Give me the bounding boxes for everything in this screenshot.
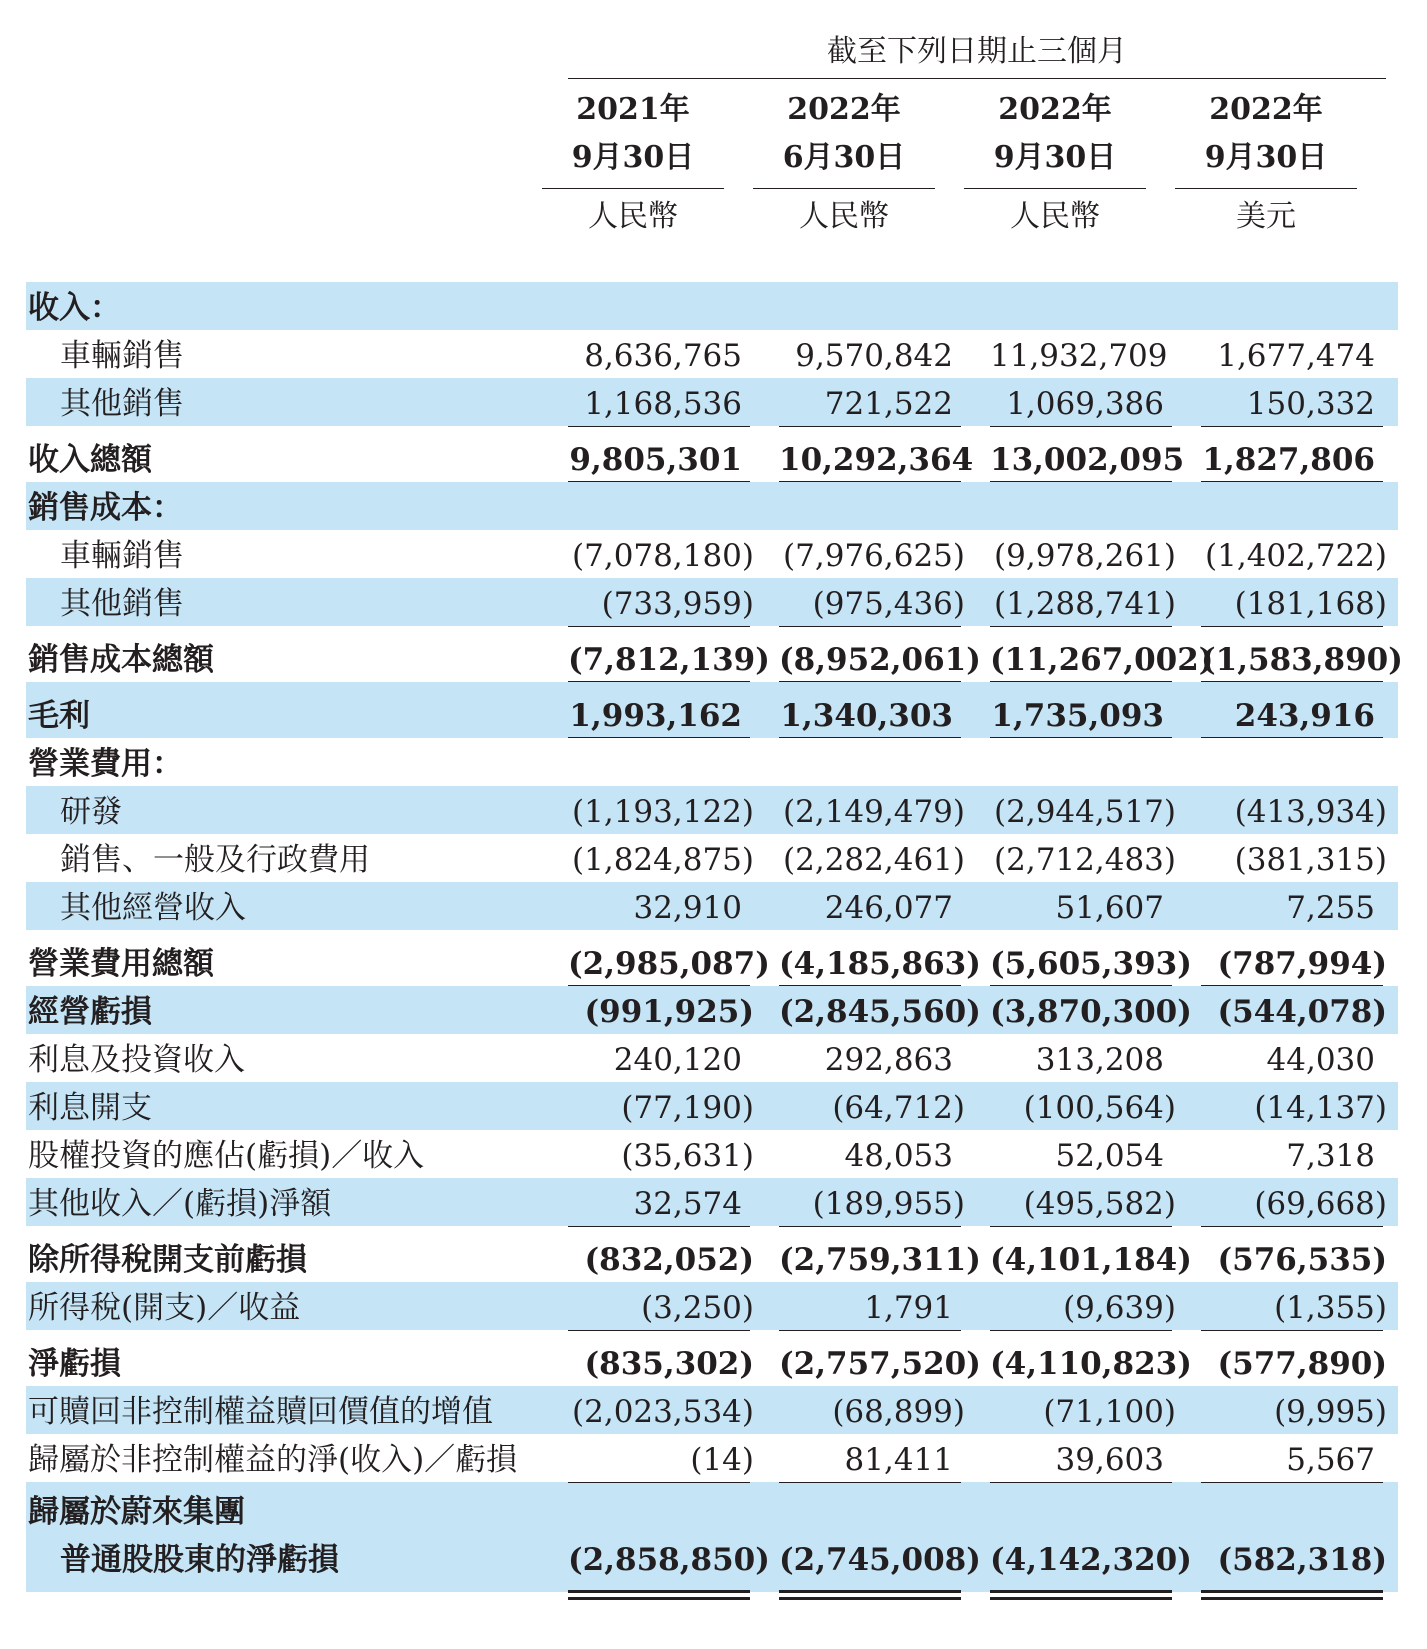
cell-value: 1,993,162: [569, 698, 742, 734]
table-row: [26, 1434, 1398, 1482]
table-row: [26, 786, 1398, 834]
subtotal-rule: [990, 426, 1172, 427]
cell-value: 1,735,093: [991, 698, 1164, 734]
table-row: [26, 834, 1398, 882]
subtotal-rule: [568, 626, 750, 627]
subtotal-rule: [779, 626, 961, 627]
cell-value: 48,053: [844, 1138, 953, 1174]
row-label: 歸屬於非控制權益的淨(收入)／虧損: [28, 1442, 518, 1478]
subtotal-rule: [568, 1482, 750, 1483]
row-label: 其他銷售: [60, 586, 184, 622]
subtotal-rule: [1201, 1330, 1383, 1331]
cell-value: (2,023,534): [572, 1394, 754, 1430]
column-year: 2022年: [787, 92, 901, 127]
row-label: 所得稅(開支)／收益: [28, 1290, 301, 1326]
row-label: 利息開支: [28, 1090, 152, 1126]
cell-value: 52,054: [1055, 1138, 1164, 1174]
double-underline: [779, 1590, 961, 1600]
table-row: [26, 882, 1398, 930]
cell-value: 1,677,474: [1217, 338, 1375, 374]
period-rule: [568, 78, 1386, 79]
column-rule: [964, 188, 1146, 189]
column-currency: 人民幣: [799, 199, 889, 234]
row-label: 車輛銷售: [60, 338, 184, 374]
cell-value: (68,899): [832, 1394, 965, 1430]
column-rule: [1175, 188, 1357, 189]
row-label-line1: 歸屬於蔚來集團: [28, 1494, 245, 1530]
subtotal-rule: [779, 1226, 961, 1227]
subtotal-rule: [1201, 1482, 1383, 1483]
table-row: [26, 1034, 1398, 1082]
column-year: 2022年: [998, 92, 1112, 127]
subtotal-rule: [990, 626, 1172, 627]
column-date: 9月30日: [993, 140, 1117, 175]
cell-value: (69,668): [1254, 1186, 1387, 1222]
cell-value: (4,101,184): [990, 1242, 1192, 1278]
row-label: 毛利: [28, 698, 90, 734]
subtotal-rule: [568, 1226, 750, 1227]
table-row: [26, 1386, 1398, 1434]
cell-value: (2,745,008): [779, 1542, 981, 1578]
cell-value: (2,282,461): [783, 842, 965, 878]
subtotal-rule: [779, 1330, 961, 1331]
cell-value: 13,002,095: [990, 442, 1185, 478]
cell-value: (2,944,517): [994, 794, 1176, 830]
cell-value: (14,137): [1254, 1090, 1387, 1126]
cell-value: 9,805,301: [569, 442, 742, 478]
total-row-operating-loss: [26, 986, 1398, 1034]
cell-value: (7,078,180): [572, 538, 754, 574]
row-label: 淨虧損: [28, 1346, 121, 1382]
total-row-operating-expenses: [26, 930, 1398, 986]
row-label: 銷售成本：: [28, 490, 183, 526]
cell-value: 313,208: [1035, 1042, 1164, 1078]
cell-value: (2,757,520): [779, 1346, 981, 1382]
column-date: 9月30日: [571, 140, 695, 175]
row-label: 其他銷售: [60, 386, 184, 422]
cell-value: 1,827,806: [1202, 442, 1375, 478]
total-row-net-loss: [26, 1330, 1398, 1386]
cell-value: 10,292,364: [779, 442, 974, 478]
column-currency: 人民幣: [1010, 199, 1100, 234]
cell-value: (991,925): [584, 994, 754, 1030]
table-row: [26, 378, 1398, 426]
row-label: 其他收入／(虧損)淨額: [28, 1186, 332, 1222]
table-row: [26, 1082, 1398, 1130]
cell-value: (975,436): [812, 586, 965, 622]
table-row: [26, 1178, 1398, 1226]
column-year: 2021年: [576, 92, 690, 127]
cell-value: (1,193,122): [572, 794, 754, 830]
subtotal-rule: [779, 426, 961, 427]
total-row-net-loss-attributable: [26, 1482, 1398, 1592]
column-header-3: [964, 86, 1146, 241]
cell-value: (413,934): [1234, 794, 1387, 830]
subtotal-rule: [568, 1330, 750, 1331]
cell-value: (9,995): [1274, 1394, 1387, 1430]
double-underline: [990, 1590, 1172, 1600]
cell-value: (8,952,061): [779, 642, 981, 678]
section-header-cost-of-sales: [26, 482, 1398, 530]
row-label: 收入總額: [28, 442, 152, 478]
table-row: [26, 530, 1398, 578]
table-row: [26, 330, 1398, 378]
cell-value: (2,149,479): [783, 794, 965, 830]
cell-value: 292,863: [824, 1042, 953, 1078]
subtotal-rule: [990, 1482, 1172, 1483]
total-row-revenue: [26, 426, 1398, 482]
cell-value: (381,315): [1234, 842, 1387, 878]
cell-value: (2,759,311): [779, 1242, 981, 1278]
column-date: 6月30日: [782, 140, 906, 175]
cell-value: (64,712): [832, 1090, 965, 1126]
cell-value: (2,712,483): [994, 842, 1176, 878]
period-title: 截至下列日期止三個月: [827, 34, 1127, 69]
cell-value: (576,535): [1217, 1242, 1387, 1278]
cell-value: 32,910: [633, 890, 742, 926]
cell-value: (5,605,393): [990, 946, 1192, 982]
cell-value: (577,890): [1217, 1346, 1387, 1382]
table-row: [26, 1130, 1398, 1178]
column-rule: [542, 188, 724, 189]
column-currency: 人民幣: [588, 199, 678, 234]
column-header-4: [1175, 86, 1357, 241]
cell-value: (1,583,890): [1201, 642, 1403, 678]
cell-value: (100,564): [1023, 1090, 1176, 1126]
cell-value: 7,318: [1286, 1138, 1375, 1174]
cell-value: (3,250): [641, 1290, 754, 1326]
double-underline: [568, 1590, 750, 1600]
cell-value: 1,791: [864, 1290, 953, 1326]
cell-value: 11,932,709: [990, 338, 1168, 374]
cell-value: (832,052): [584, 1242, 754, 1278]
cell-value: 32,574: [633, 1186, 742, 1222]
row-label: 銷售、一般及行政費用: [60, 842, 370, 878]
cell-value: (77,190): [621, 1090, 754, 1126]
cell-value: (71,100): [1043, 1394, 1176, 1430]
cell-value: (11,267,002): [990, 642, 1214, 678]
cell-value: 44,030: [1266, 1042, 1375, 1078]
double-underline: [1201, 1590, 1383, 1600]
cell-value: (7,812,139): [568, 642, 770, 678]
cell-value: (1,355): [1274, 1290, 1387, 1326]
row-label: 其他經營收入: [60, 890, 246, 926]
cell-value: 51,607: [1055, 890, 1164, 926]
section-header-revenue: [26, 282, 1398, 330]
cell-value: (2,985,087): [568, 946, 770, 982]
column-header-2: [753, 86, 935, 241]
cell-value: (544,078): [1217, 994, 1387, 1030]
cell-value: (733,959): [601, 586, 754, 622]
cell-value: 81,411: [844, 1442, 953, 1478]
subtotal-rule: [1201, 426, 1383, 427]
row-label: 可贖回非控制權益贖回價值的增值: [28, 1394, 493, 1430]
income-statement-table: [26, 282, 1403, 1592]
subtotal-rule: [568, 426, 750, 427]
row-label: 利息及投資收入: [28, 1042, 245, 1078]
cell-value: (2,845,560): [779, 994, 981, 1030]
cell-value: (35,631): [621, 1138, 754, 1174]
row-label-line2: 普通股股東的淨虧損: [60, 1542, 339, 1578]
cell-value: (1,824,875): [572, 842, 754, 878]
cell-value: 9,570,842: [795, 338, 953, 374]
cell-value: (4,142,320): [990, 1542, 1192, 1578]
row-label: 收入：: [28, 290, 121, 326]
subtotal-rule: [1201, 1226, 1383, 1227]
cell-value: 1,168,536: [584, 386, 742, 422]
column-year: 2022年: [1209, 92, 1323, 127]
cell-value: 246,077: [824, 890, 953, 926]
row-label: 研發: [60, 794, 122, 830]
cell-value: 39,603: [1055, 1442, 1164, 1478]
subtotal-rule: [1201, 626, 1383, 627]
cell-value: 7,255: [1286, 890, 1375, 926]
cell-value: (3,870,300): [990, 994, 1192, 1030]
subtotal-rule: [779, 1482, 961, 1483]
column-rule: [753, 188, 935, 189]
cell-value: (14): [690, 1442, 754, 1478]
cell-value: (582,318): [1217, 1542, 1387, 1578]
cell-value: (189,955): [812, 1186, 965, 1222]
column-header-1: [542, 86, 724, 241]
total-row-cost-of-sales: [26, 626, 1403, 682]
row-label: 經營虧損: [28, 994, 152, 1030]
cell-value: 5,567: [1286, 1442, 1375, 1478]
column-date: 9月30日: [1204, 140, 1328, 175]
cell-value: (1,288,741): [994, 586, 1176, 622]
cell-value: (1,402,722): [1205, 538, 1387, 574]
row-label: 車輛銷售: [60, 538, 184, 574]
table-row: [26, 578, 1398, 626]
column-currency: 美元: [1236, 199, 1296, 234]
cell-value: 8,636,765: [584, 338, 742, 374]
cell-value: (835,302): [584, 1346, 754, 1382]
cell-value: 1,069,386: [1006, 386, 1164, 422]
cell-value: (4,185,863): [779, 946, 981, 982]
cell-value: (7,976,625): [783, 538, 965, 574]
row-label: 銷售成本總額: [28, 642, 214, 678]
subtotal-rule: [990, 1226, 1172, 1227]
cell-value: 150,332: [1246, 386, 1375, 422]
row-label: 股權投資的應佔(虧損)／收入: [28, 1138, 425, 1174]
total-row-loss-before-tax: [26, 1226, 1398, 1282]
cell-value: (4,110,823): [990, 1346, 1192, 1382]
cell-value: (9,639): [1063, 1290, 1176, 1326]
subtotal-rule: [990, 1330, 1172, 1331]
row-label: 營業費用：: [28, 746, 183, 782]
section-header-operating-expenses: [26, 738, 1398, 786]
row-label: 營業費用總額: [28, 946, 214, 982]
cell-value: 243,916: [1234, 698, 1375, 734]
cell-value: (181,168): [1234, 586, 1387, 622]
cell-value: 721,522: [824, 386, 953, 422]
cell-value: 240,120: [613, 1042, 742, 1078]
total-row-gross-profit: [26, 682, 1398, 738]
cell-value: 1,340,303: [780, 698, 953, 734]
table-row: [26, 1282, 1398, 1330]
row-label: 除所得稅開支前虧損: [28, 1242, 307, 1278]
cell-value: (495,582): [1023, 1186, 1176, 1222]
cell-value: (9,978,261): [994, 538, 1176, 574]
cell-value: (787,994): [1217, 946, 1387, 982]
cell-value: (2,858,850): [568, 1542, 770, 1578]
